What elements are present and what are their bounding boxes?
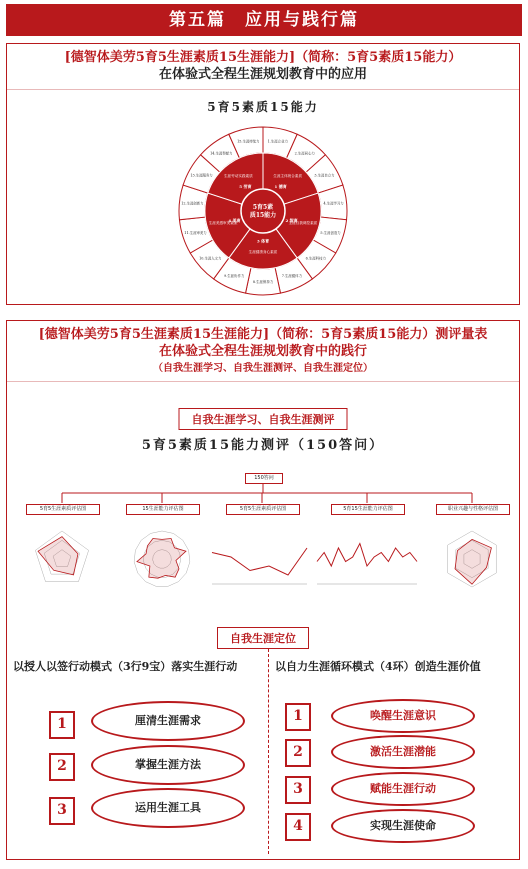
wheel-outer-label: 14.生涯奉献力 <box>210 151 233 156</box>
wheel-outer-label: 11.生涯审美力 <box>184 230 207 235</box>
wheel-inner-label: 2 智育 <box>285 217 298 223</box>
application-title-line2: 在体验式全程生涯规划教育中的应用 <box>158 67 367 82</box>
tree-child-5: 职业兴趣与性格评估图 <box>436 504 510 515</box>
right-step-1-number: 1 <box>285 703 311 731</box>
column-divider <box>268 649 269 854</box>
radar-series <box>455 539 491 584</box>
wheel-middle-label: 生涯美感审美素质 <box>208 220 238 225</box>
wheel-inner-label: 3 体育 <box>256 238 270 244</box>
self-positioning-tag: 自我生涯定位 <box>217 627 309 649</box>
wheel-section-title: 5育5素质15能力 <box>207 100 319 114</box>
radar-series <box>137 539 186 579</box>
practice-title-line3: （自我生涯学习、自我生涯测评、自我生涯定位） <box>153 363 373 374</box>
wheel-outer-label: 10.生涯人文力 <box>199 256 222 261</box>
wheel-outer-label: 12.生涯创新力 <box>181 201 204 206</box>
competency-wheel <box>178 126 348 296</box>
line-series <box>212 548 307 575</box>
wheel-outer-label: 7.生涯健体力 <box>281 273 302 278</box>
left-step-1-oval: 厘清生涯需求 <box>91 701 245 741</box>
wheel-outer-label: 2.生涯同心力 <box>294 151 315 156</box>
right-column-heading: 以自力生涯循环模式（4环）创造生涯价值 <box>275 660 481 673</box>
wheel-middle-label: 生涯自我调控素质 <box>288 220 318 225</box>
left-step-2-number: 2 <box>49 753 75 781</box>
wheel-center-label-2: 质15能力 <box>249 212 277 219</box>
left-step-3-number: 3 <box>49 797 75 825</box>
wheel-outer-label: 15.生涯持续力 <box>237 139 260 144</box>
wheel-outer-label: 3.生涯自立力 <box>314 173 335 178</box>
wheel-outer-label: 9.生涯协作力 <box>224 273 245 278</box>
practice-card-title <box>7 321 519 382</box>
practice-title-line2: 在体验式全程生涯规划教育中的践行 <box>158 344 367 359</box>
right-step-4-number: 4 <box>285 813 311 841</box>
tree-child-1: 5育5生涯素质评估图 <box>26 504 100 515</box>
application-title-line1: [德智体美劳5育5生涯素质15生涯能力]（简称：5育5素质15能力） <box>64 50 462 65</box>
right-step-3-number: 3 <box>285 776 311 804</box>
left-step-3-oval: 运用生涯工具 <box>91 788 245 828</box>
page-header: 第五篇 应用与践行篇 <box>6 4 522 36</box>
radar-series <box>38 537 78 575</box>
self-assessment-tag: 自我生涯学习、自我生涯测评 <box>179 408 348 430</box>
wheel-outer-label: 8.生涯保持力 <box>252 280 274 284</box>
tree-root: 150答问 <box>245 473 283 484</box>
right-step-2-number: 2 <box>285 739 311 767</box>
tree-child-2: 15生涯能力评估图 <box>126 504 200 515</box>
wheel-outer-label: 6.生涯科技力 <box>305 256 326 261</box>
right-step-1-oval: 唤醒生涯意识 <box>331 699 475 733</box>
line-series <box>317 544 417 567</box>
application-card-title <box>7 44 519 90</box>
tree-child-4: 5育15生涯能力评估图 <box>331 504 405 515</box>
left-column-heading: 以授人以签行动模式（3行9宝）落实生涯行动 <box>13 660 238 673</box>
left-step-2-oval: 掌握生涯方法 <box>91 745 245 785</box>
wheel-middle-label: 生涯主体统合素质 <box>273 174 303 179</box>
wheel-outer-label: 5.生涯创造力 <box>320 230 341 235</box>
wheel-center-label: 5育5素 <box>252 204 274 211</box>
right-step-3-oval: 赋能生涯行动 <box>331 772 475 806</box>
wheel-inner-label: 1 德育 <box>274 184 287 190</box>
wheel-inner-label: 4 美育 <box>228 217 241 223</box>
wheel-center <box>241 189 285 233</box>
wheel-middle-label: 生涯健康身心素质 <box>248 250 278 254</box>
wheel-inner-label: 5 劳育 <box>239 184 252 190</box>
practice-card <box>6 320 520 860</box>
application-card <box>6 43 520 305</box>
wheel-outer-label: 13.生涯服务力 <box>190 173 213 178</box>
right-step-4-oval: 实现生涯使命 <box>331 809 475 843</box>
tree-child-3: 5育5生涯素质评估图 <box>226 504 300 515</box>
right-step-2-oval: 激活生涯潜能 <box>331 735 475 769</box>
evaluation-title: 5育5素质15能力测评（150答问） <box>141 438 385 453</box>
wheel-middle-label: 生涯劳动实践素质 <box>223 174 253 179</box>
left-step-1-number: 1 <box>49 711 75 739</box>
wheel-outer-label: 1.生涯立业力 <box>267 139 288 144</box>
practice-title-line1: [德智体美劳5育5生涯素质15生涯能力]（简称：5育5素质15能力）测评量表 <box>38 327 488 342</box>
wheel-outer-label: 4.生涯学习力 <box>323 201 344 206</box>
assessment-charts <box>7 514 521 604</box>
